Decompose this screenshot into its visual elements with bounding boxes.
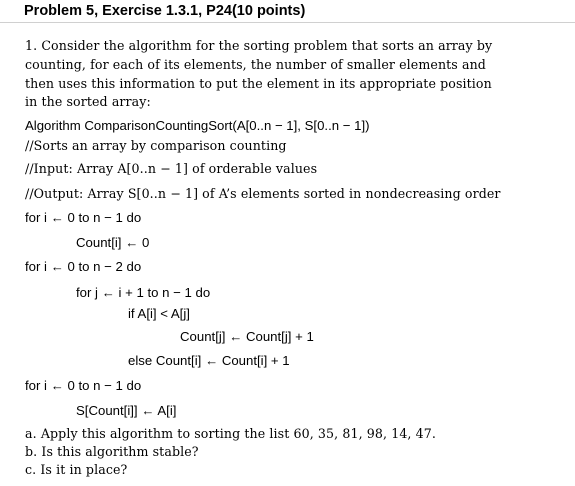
algorithm-line: if A[i] < A[j] bbox=[128, 306, 190, 321]
header-divider bbox=[0, 22, 575, 23]
problem-title: Problem 5, Exercise 1.3.1, P24(10 points) bbox=[24, 3, 306, 19]
algorithm-comment: //Output: Array S[0..n − 1] of A’s elements sorted in nondecreasing order bbox=[25, 186, 501, 201]
algorithm-comment: //Input: Array A[0..n − 1] of orderable values bbox=[25, 161, 318, 176]
intro-line: 1. Consider the algorithm for the sorting problem that sorts an array by bbox=[25, 38, 493, 53]
algorithm-comment: //Sorts an array by comparison counting bbox=[25, 138, 287, 153]
algorithm-line: S[Count[i]] ← A[i] bbox=[76, 403, 177, 418]
algorithm-line: for i ← 0 to n − 1 do bbox=[25, 378, 142, 393]
algorithm-signature: Algorithm ComparisonCountingSort(A[0..n − 1], S[0..n − 1]) bbox=[25, 118, 370, 133]
algorithm-line: for i ← 0 to n − 1 do bbox=[25, 210, 142, 225]
question-c: c. Is it in place? bbox=[25, 462, 128, 477]
algorithm-line: Count[i] ← 0 bbox=[76, 235, 150, 250]
intro-line: in the sorted array: bbox=[25, 94, 151, 109]
algorithm-line: Count[j] ← Count[j] + 1 bbox=[180, 329, 314, 344]
algorithm-line: else Count[i] ← Count[i] + 1 bbox=[128, 353, 290, 368]
algorithm-line: for j ← i + 1 to n − 1 do bbox=[76, 285, 211, 300]
intro-line: counting, for each of its elements, the number of smaller elements and bbox=[25, 57, 486, 72]
algorithm-line: for i ← 0 to n − 2 do bbox=[25, 259, 142, 274]
intro-line: then uses this information to put the element in its appropriate position bbox=[25, 76, 492, 91]
question-b: b. Is this algorithm stable? bbox=[25, 444, 199, 459]
question-a: a. Apply this algorithm to sorting the list 60, 35, 81, 98, 14, 47. bbox=[25, 426, 436, 441]
